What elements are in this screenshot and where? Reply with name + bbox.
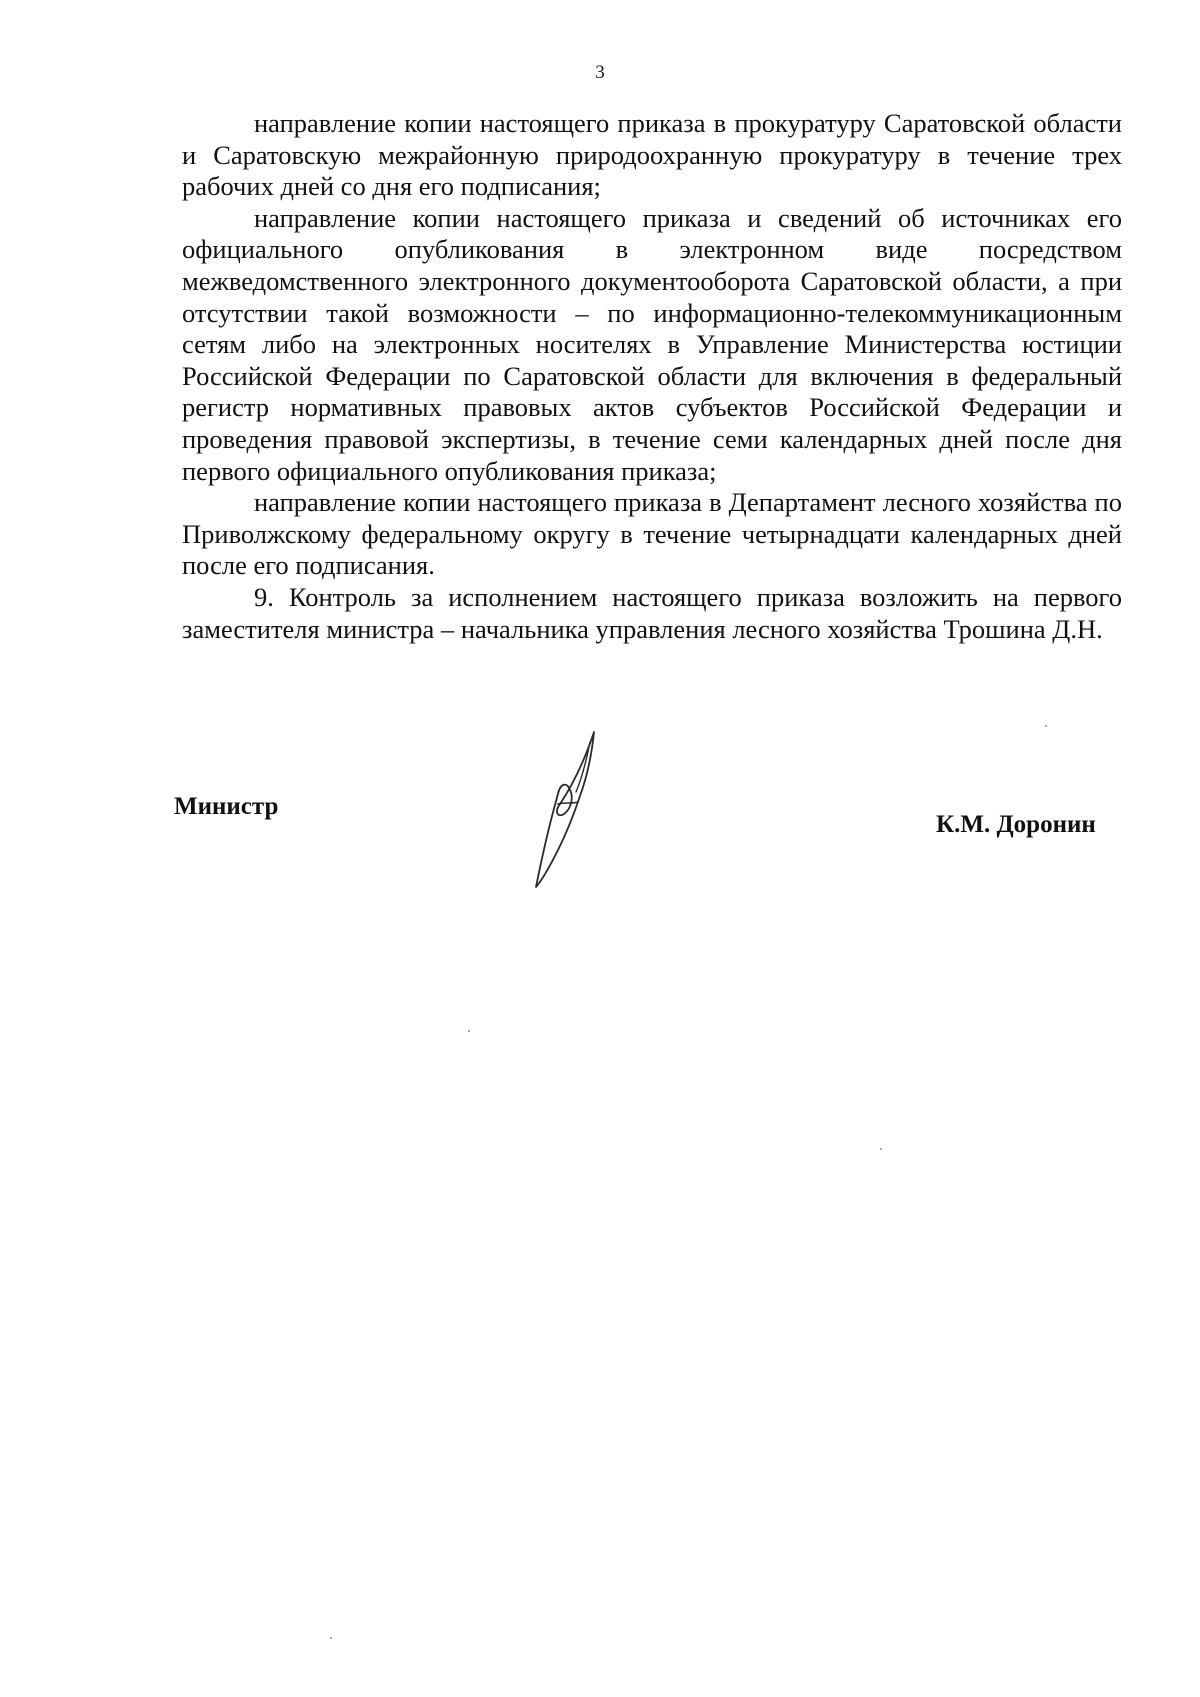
page-number: 3	[595, 62, 605, 83]
paragraph-control-clause: 9. Контроль за исполнением настоящего приказа возложить на первого заместителя министра – начальника управления лесного хозяйства Трошина Д.Н.	[182, 581, 1122, 644]
paragraph-forestry-department-notice: направление копии настоящего приказа в Департамент лесного хозяйства по Приволжскому федеральному округу в течение четырнадцати календарных дней после его подписания.	[182, 487, 1122, 581]
scan-speck	[468, 1030, 470, 1032]
handwritten-signature	[520, 722, 640, 892]
paragraph-justice-ministry-notice: направление копии настоящего приказа и сведений об источниках его официального опубликования в электронном виде посредством межведомственного электронного документооборота Саратовской области, а при отсутствии такой возможности – по информационно-телекоммуникационным сетям либо на электронных носителях в Управление Министерства юстиции Российской Федерации по Саратовской области для включения в федеральный регистр нормативных правовых актов субъектов Российской Федерации и проведения правовой экспертизы, в течение семи календарных дней после дня первого официального опубликования приказа;	[182, 202, 1122, 486]
scan-speck	[330, 1637, 332, 1639]
scan-speck	[880, 1148, 882, 1150]
signatory-title: Министр	[174, 793, 279, 820]
paragraph-prosecutor-notice: направление копии настоящего приказа в прокуратуру Саратовской области и Саратовскую межрайонную природоохранную прокуратуру в течение трех рабочих дней со дня его подписания;	[182, 108, 1122, 202]
scan-speck	[1045, 725, 1047, 727]
document-body	[182, 108, 1122, 645]
signatory-name: К.М. Доронин	[936, 811, 1096, 838]
